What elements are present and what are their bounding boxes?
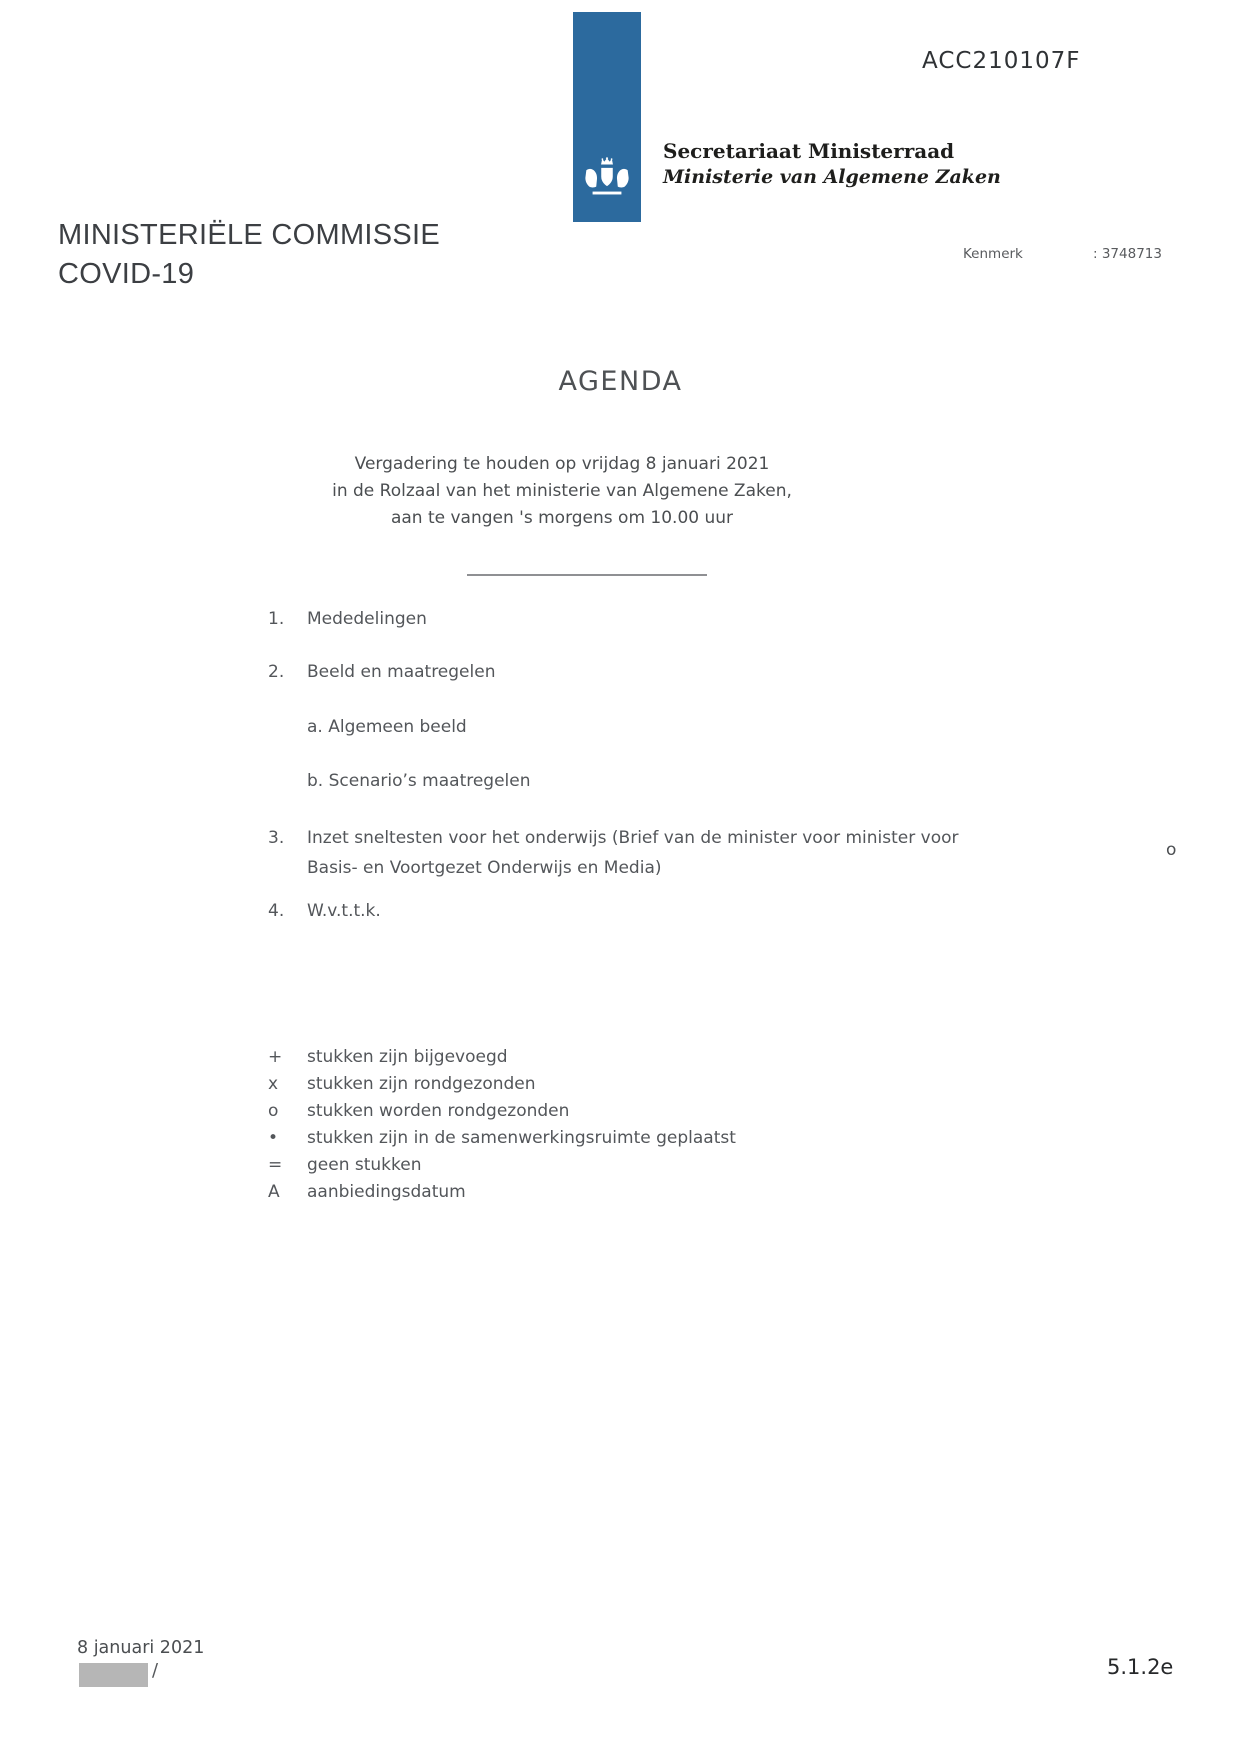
legend-text: stukken zijn rondgezonden	[307, 1074, 536, 1094]
legend-symbol: A	[268, 1182, 280, 1202]
status-marker-o: o	[1166, 840, 1177, 860]
legend-item	[268, 1152, 736, 1179]
agenda-item-text: Beeld en maatregelen	[307, 662, 496, 682]
redacted-character: /	[152, 1660, 159, 1681]
meeting-detail-line1: Vergadering te houden op vrijdag 8 januari 2021	[354, 454, 770, 474]
legend-symbol: =	[268, 1155, 283, 1175]
agenda-item-number: 1.	[268, 609, 285, 629]
legend-symbol: o	[268, 1101, 279, 1121]
legend-text: stukken zijn bijgevoegd	[307, 1047, 508, 1067]
agenda-item-text: Mededelingen	[307, 609, 427, 629]
agenda-item-2	[268, 657, 1048, 687]
legend-item	[268, 1125, 736, 1152]
footer-date: 8 januari 2021	[77, 1638, 205, 1658]
agenda-item-text	[307, 823, 959, 883]
legend-symbol: x	[268, 1074, 279, 1094]
redaction-ground-code: 5.1.2e	[1107, 1655, 1174, 1679]
legend-symbol: +	[268, 1047, 283, 1067]
commission-title-line1: MINISTERIËLE COMMISSIE	[58, 219, 441, 251]
meeting-detail-line2: in de Rolzaal van het ministerie van Algemene Zaken,	[332, 481, 792, 501]
kenmerk-label: Kenmerk	[963, 246, 1023, 262]
org-name-line1: Secretariaat Ministerraad	[663, 139, 955, 163]
legend-symbol: •	[268, 1128, 279, 1148]
rijksoverheid-logo-bar	[573, 12, 641, 222]
agenda-heading: AGENDA	[558, 366, 683, 397]
commission-title	[58, 216, 440, 294]
org-name-line2: Ministerie van Algemene Zaken	[663, 166, 1001, 188]
agenda-item-text-line2: Basis- en Voortgezet Onderwijs en Media)	[307, 858, 662, 878]
agenda-item-1	[268, 604, 1048, 634]
status-legend	[268, 1044, 736, 1206]
letterhead-org-name	[663, 138, 1001, 190]
redaction-box	[79, 1663, 148, 1687]
agenda-item-4	[268, 896, 1048, 926]
meeting-details	[262, 451, 862, 532]
agenda-subitem-2b	[307, 766, 1087, 796]
agenda-item-number: 2.	[268, 662, 285, 682]
agenda-item-3	[268, 823, 1048, 883]
agenda-subitem-text: a. Algemeen beeld	[307, 717, 467, 737]
legend-text: stukken zijn in de samenwerkingsruimte geplaatst	[307, 1128, 736, 1148]
legend-item	[268, 1044, 736, 1071]
kenmerk-value: : 3748713	[1093, 246, 1162, 262]
agenda-subitem-2a	[307, 712, 1087, 742]
legend-item	[268, 1098, 736, 1125]
agenda-item-number: 3.	[268, 828, 285, 848]
legend-text: stukken worden rondgezonden	[307, 1101, 570, 1121]
agenda-subitem-text: b. Scenario’s maatregelen	[307, 771, 531, 791]
document-code: ACC210107F	[922, 48, 1081, 74]
commission-title-line2: COVID-19	[58, 258, 195, 290]
legend-text: geen stukken	[307, 1155, 422, 1175]
agenda-item-text: W.v.t.t.k.	[307, 901, 381, 921]
agenda-item-number: 4.	[268, 901, 285, 921]
legend-text: aanbiedingsdatum	[307, 1182, 466, 1202]
meeting-detail-line3: aan te vangen 's morgens om 10.00 uur	[390, 508, 734, 528]
coat-of-arms-icon	[582, 156, 632, 196]
agenda-item-text-line1: Inzet sneltesten voor het onderwijs (Brief van de minister voor minister voor	[307, 828, 959, 848]
divider-line	[467, 574, 707, 576]
legend-item	[268, 1179, 736, 1206]
legend-item	[268, 1071, 736, 1098]
